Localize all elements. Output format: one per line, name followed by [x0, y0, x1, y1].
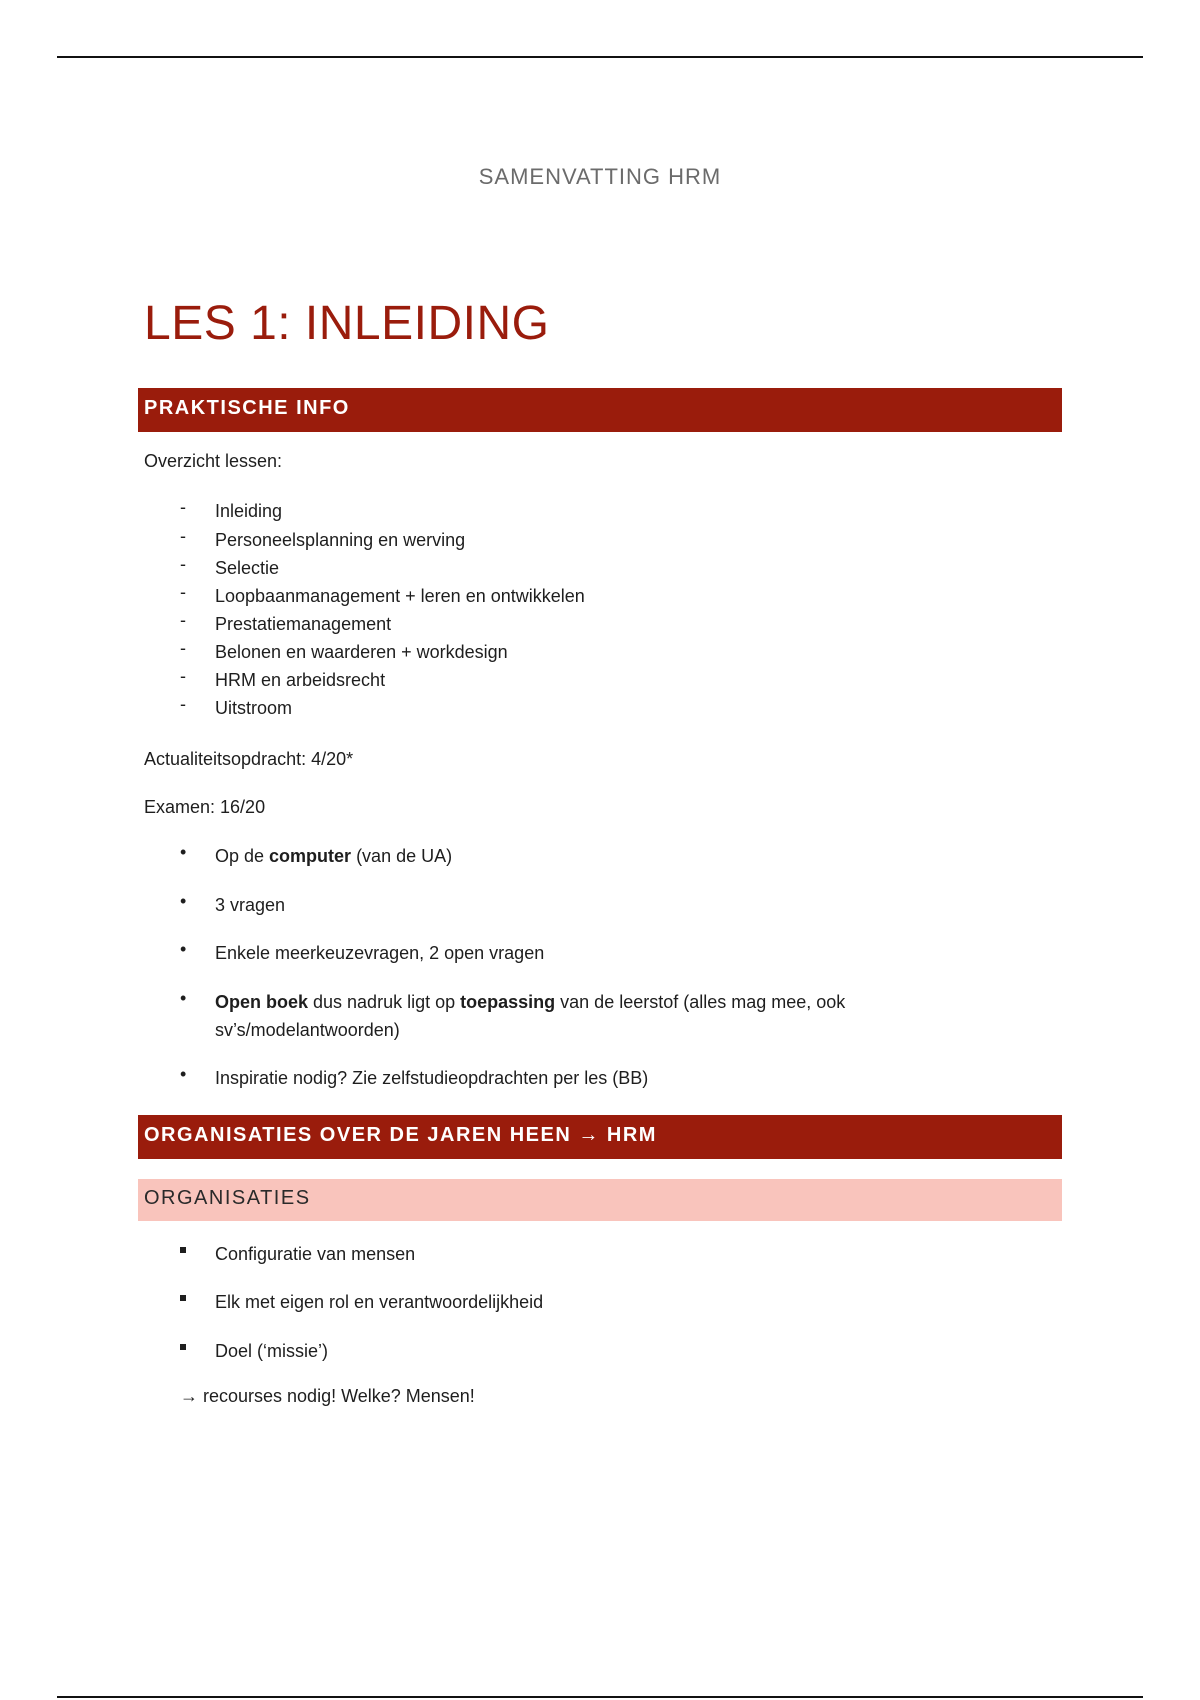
square-bullet-icon — [180, 1337, 200, 1358]
bold-text: toepassing — [460, 992, 556, 1012]
examen-text: Examen: 16/20 — [144, 797, 266, 817]
lesson-label: Personeelsplanning en werving — [215, 530, 466, 550]
text-span: Op de — [215, 846, 270, 866]
bullet-marker: • — [180, 1064, 187, 1084]
lesson-label: Prestatiemanagement — [215, 614, 392, 634]
text-span: van de leerstof (alles mag mee, ook sv’s/modelantwoorden) — [215, 992, 846, 1040]
bullet-marker: • — [180, 939, 187, 959]
organisatie-item: Doel (‘missie’) — [215, 1341, 329, 1361]
dash-marker: - — [180, 610, 186, 630]
bold-text: computer — [269, 846, 352, 866]
bullet-marker: • — [180, 988, 187, 1008]
subsection-heading-organisaties: ORGANISATIES — [138, 1179, 1062, 1221]
overview-label: Overzicht lessen: — [144, 451, 283, 471]
bold-text: Open boek — [215, 992, 309, 1012]
dash-marker: - — [180, 497, 186, 517]
lesson-label: Belonen en waarderen + workdesign — [215, 642, 508, 662]
section-heading-praktische-info: PRAKTISCHE INFO — [138, 388, 1062, 432]
lesson-label: Inleiding — [215, 501, 283, 521]
dash-marker: - — [180, 554, 186, 574]
square-bullet-icon — [180, 1240, 200, 1261]
chapter-title: LES 1: INLEIDING — [144, 297, 550, 350]
exam-item-inspiratie: Inspiratie nodig? Zie zelfstudieopdrachten per les (BB) — [215, 1068, 649, 1088]
dash-marker: - — [180, 666, 186, 686]
exam-item-open-boek — [215, 988, 915, 1044]
lesson-label: Loopbaanmanagement + leren en ontwikkelen — [215, 586, 585, 606]
bullet-marker: • — [180, 842, 187, 862]
running-header: SAMENVATTING HRM — [478, 164, 722, 189]
conclusion-text: → recourses nodig! Welke? Mensen! — [180, 1386, 475, 1406]
organisatie-item: Configuratie van mensen — [215, 1244, 416, 1264]
organisatie-item: Elk met eigen rol en verantwoordelijkheid — [215, 1292, 544, 1312]
exam-item-vragen: 3 vragen — [215, 895, 286, 915]
bottom-rule — [57, 1696, 1143, 1698]
lesson-label: Selectie — [215, 558, 280, 578]
dash-marker: - — [180, 526, 186, 546]
dash-marker: - — [180, 638, 186, 658]
dash-marker: - — [180, 694, 186, 714]
top-rule — [57, 56, 1143, 58]
bullet-marker: • — [180, 891, 187, 911]
actualiteit-text: Actualiteitsopdracht: 4/20* — [144, 749, 354, 769]
section-heading-organisaties-hrm: ORGANISATIES OVER DE JAREN HEEN → HRM — [138, 1115, 1062, 1159]
square-bullet-icon — [180, 1288, 200, 1309]
lesson-label: Uitstroom — [215, 698, 293, 718]
text-span: (van de UA) — [351, 846, 453, 866]
lesson-label: HRM en arbeidsrecht — [215, 670, 386, 690]
exam-item-meerkeuze: Enkele meerkeuzevragen, 2 open vragen — [215, 943, 545, 963]
dash-marker: - — [180, 582, 186, 602]
text-span: dus nadruk ligt op — [308, 992, 461, 1012]
exam-item-computer — [215, 842, 452, 870]
